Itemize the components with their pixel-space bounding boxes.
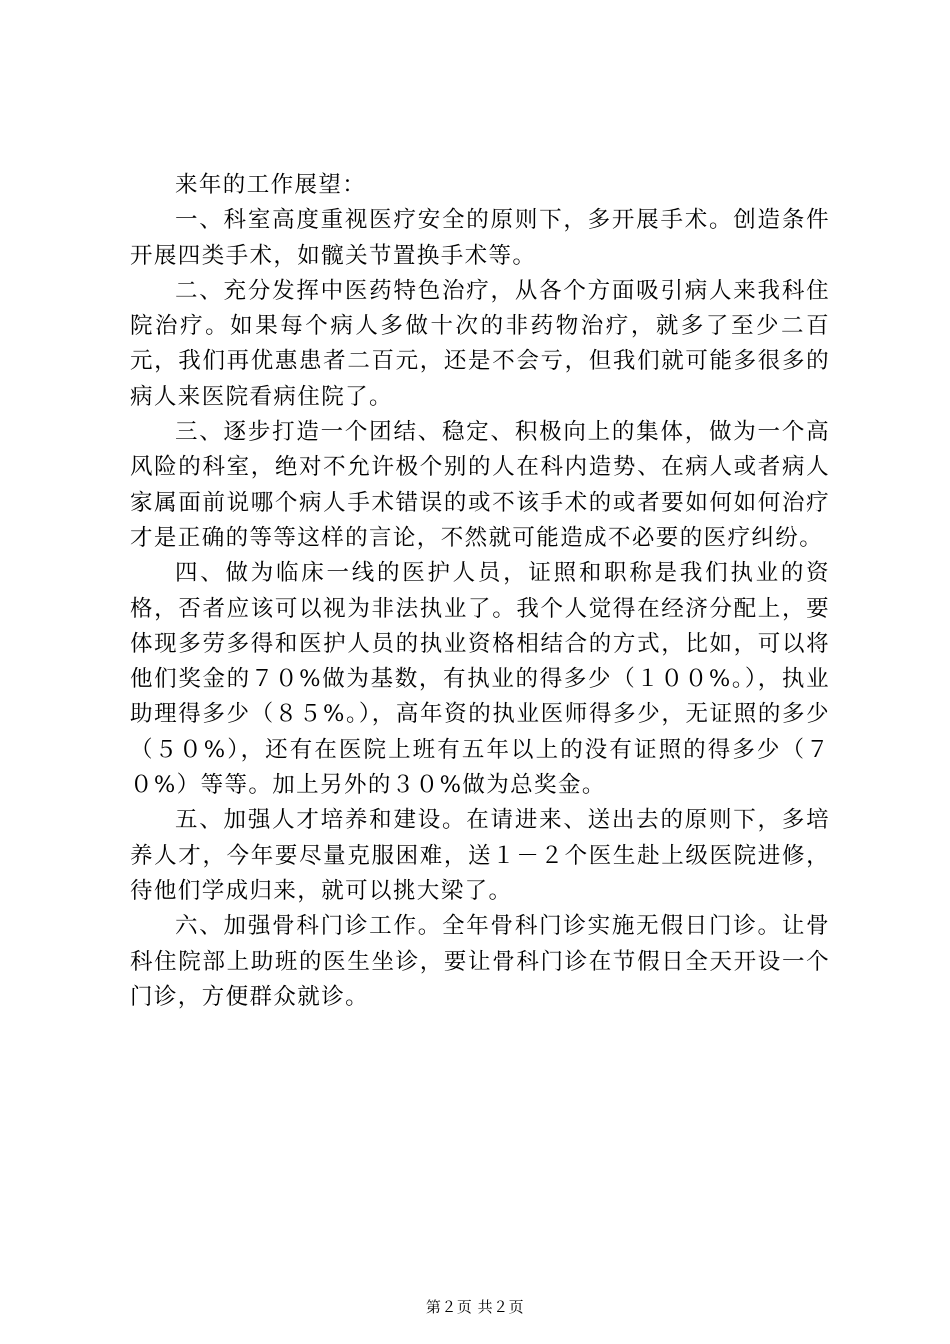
- page-number-label: 第２页 共２页: [425, 1298, 525, 1316]
- paragraph-item-2: 二、充分发挥中医药特色治疗，从各个方面吸引病人来我科住院治疗。如果每个病人多做十次的非药物治疗，就多了至少二百元，我们再优惠患者二百元，还是不会亏，但我们就可能多很多的病人来医院看病住院了。: [130, 277, 830, 410]
- paragraph-item-5: 五、加强人才培养和建设。在请进来、送出去的原则下，多培养人才，今年要尽量克服困难，送１－２个医生赴上级医院进修，待他们学成归来，就可以挑大梁了。: [130, 807, 830, 904]
- paragraph-item-4: 四、做为临床一线的医护人员，证照和职称是我们执业的资格，否者应该可以视为非法执业了。我个人觉得在经济分配上，要体现多劳多得和医护人员的执业资格相结合的方式，比如，可以将他们奖金的７０%做为基数，有执业的得多少（１００%。），执业助理得多少（８５%。），高年资的执业医师得多少，无证照的多少（５０%），还有在医院上班有五年以上的没有证照的得多少（７０%）等等。加上另外的３０%做为总奖金。: [130, 560, 830, 799]
- page-footer: [0, 1296, 950, 1317]
- section-heading: 来年的工作展望：: [175, 172, 367, 198]
- document-body: [130, 168, 830, 1015]
- paragraph-item-3: 三、逐步打造一个团结、稳定、积极向上的集体，做为一个高风险的科室，绝对不允许极个别的人在科内造势、在病人或者病人家属面前说哪个病人手术错误的或不该手术的或者要如何如何治疗才是正确的等等这样的言论，不然就可能造成不必要的医疗纠纷。: [130, 419, 830, 551]
- paragraph-item-1: 一、科室高度重视医疗安全的原则下，多开展手术。创造条件开展四类手术，如髋关节置换手术等。: [130, 207, 830, 269]
- paragraph-item-6: 六、加强骨科门诊工作。全年骨科门诊实施无假日门诊。让骨科住院部上助班的医生坐诊，要让骨科门诊在节假日全天开设一个门诊，方便群众就诊。: [130, 913, 830, 1010]
